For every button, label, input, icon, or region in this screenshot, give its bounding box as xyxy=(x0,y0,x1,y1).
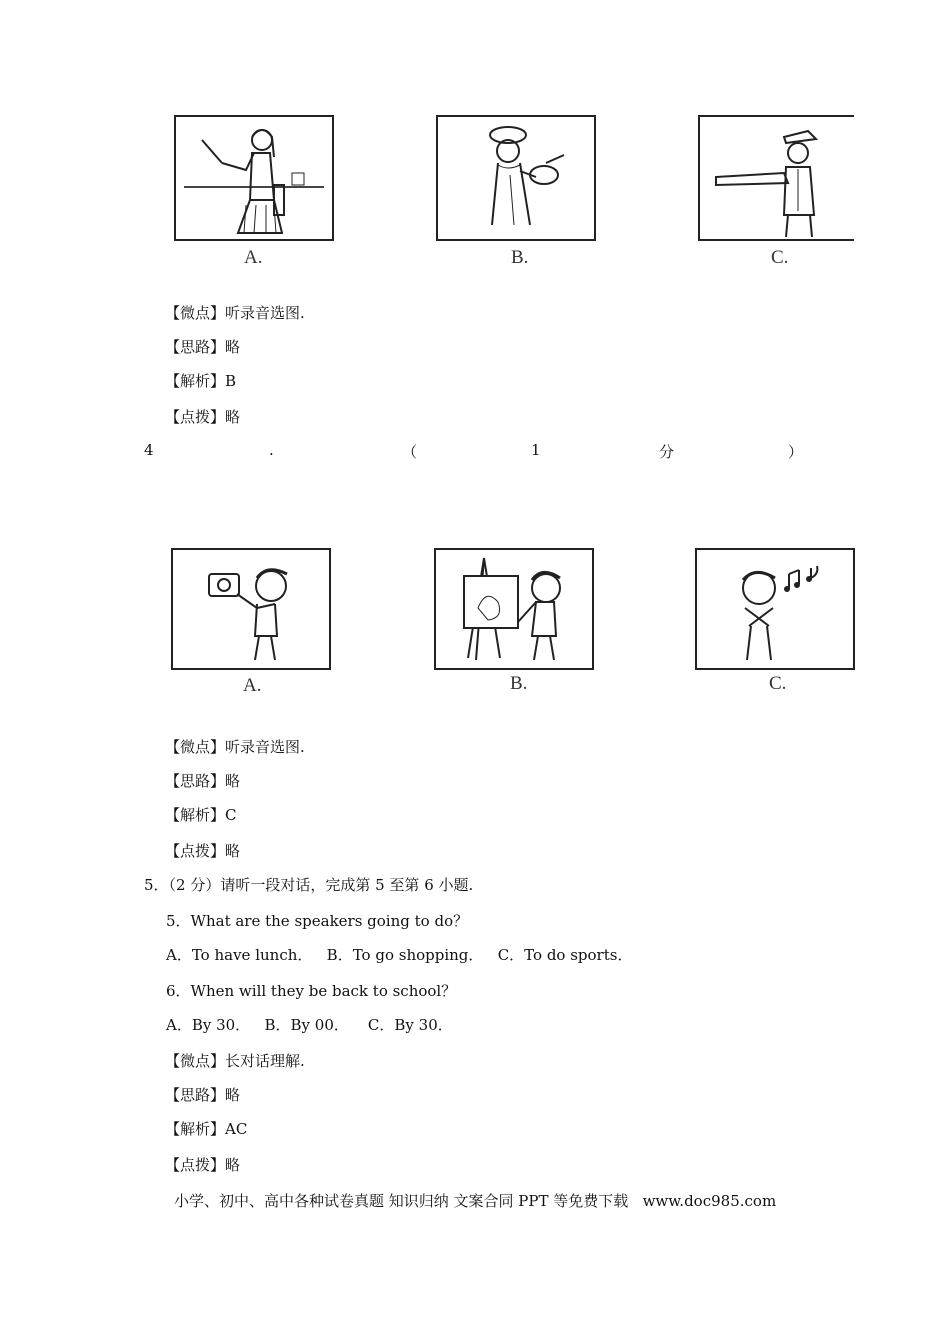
painter-with-palette-icon xyxy=(436,115,596,241)
q4-image-b xyxy=(434,548,594,670)
q4-dianbo: 【点拨】略 xyxy=(165,842,241,860)
q4-image-a xyxy=(171,548,331,670)
police-officer-directing-icon xyxy=(698,115,854,241)
q3-dianbo: 【点拨】略 xyxy=(165,408,241,426)
q4-rparen: ） xyxy=(788,443,804,461)
q4-dot: . xyxy=(269,441,274,459)
q3-jiexi: 【解析】B xyxy=(165,372,237,390)
q3-image-a xyxy=(174,115,334,241)
q3-image-c xyxy=(698,115,854,241)
q6-question: 6．When will they be back to school？ xyxy=(166,982,457,1000)
q5-jiexi: 【解析】AC xyxy=(165,1120,248,1138)
q4-label-c: C. xyxy=(769,673,787,694)
q4-weidian: 【微点】听录音选图. xyxy=(165,738,305,756)
boy-painting-easel-icon xyxy=(434,548,594,670)
boy-listening-music-icon xyxy=(695,548,855,670)
q4-score: 1 xyxy=(531,441,541,459)
q3-label-c: C. xyxy=(771,247,789,268)
q4-silu: 【思路】略 xyxy=(165,772,241,790)
q5-dianbo: 【点拨】略 xyxy=(165,1156,241,1174)
q4-label-b: B. xyxy=(510,673,528,694)
boy-taking-photo-icon xyxy=(171,548,331,670)
q3-silu: 【思路】略 xyxy=(165,338,241,356)
q5-header: 5．（2 分）请听一段对话，完成第 5 至第 6 小题. xyxy=(144,876,474,894)
q3-image-b xyxy=(436,115,596,241)
q5-silu: 【思路】略 xyxy=(165,1086,241,1104)
q5-options: A．To have lunch． B．To go shopping． C．To do sports． xyxy=(166,946,633,964)
page-footer: 小学、初中、高中各种试卷真题 知识归纳 文案合同 PPT 等免费下载 www.doc985.com xyxy=(174,1192,777,1210)
teacher-pointing-icon xyxy=(174,115,334,241)
q4-lparen: （ xyxy=(402,443,418,461)
q3-label-a: A. xyxy=(244,247,263,268)
q5-question: 5．What are the speakers going to do？ xyxy=(166,912,469,930)
q4-jiexi: 【解析】C xyxy=(165,806,237,824)
q6-options: A．By 30． B．By 00． C．By 30． xyxy=(166,1016,453,1034)
q4-label-a: A. xyxy=(243,675,262,696)
q4-unit: 分 xyxy=(659,443,675,461)
q3-label-b: B. xyxy=(511,247,529,268)
q5-weidian: 【微点】长对话理解. xyxy=(165,1052,305,1070)
q4-number: 4 xyxy=(144,441,154,459)
q3-weidian: 【微点】听录音选图. xyxy=(165,304,305,322)
q4-image-c xyxy=(695,548,855,670)
